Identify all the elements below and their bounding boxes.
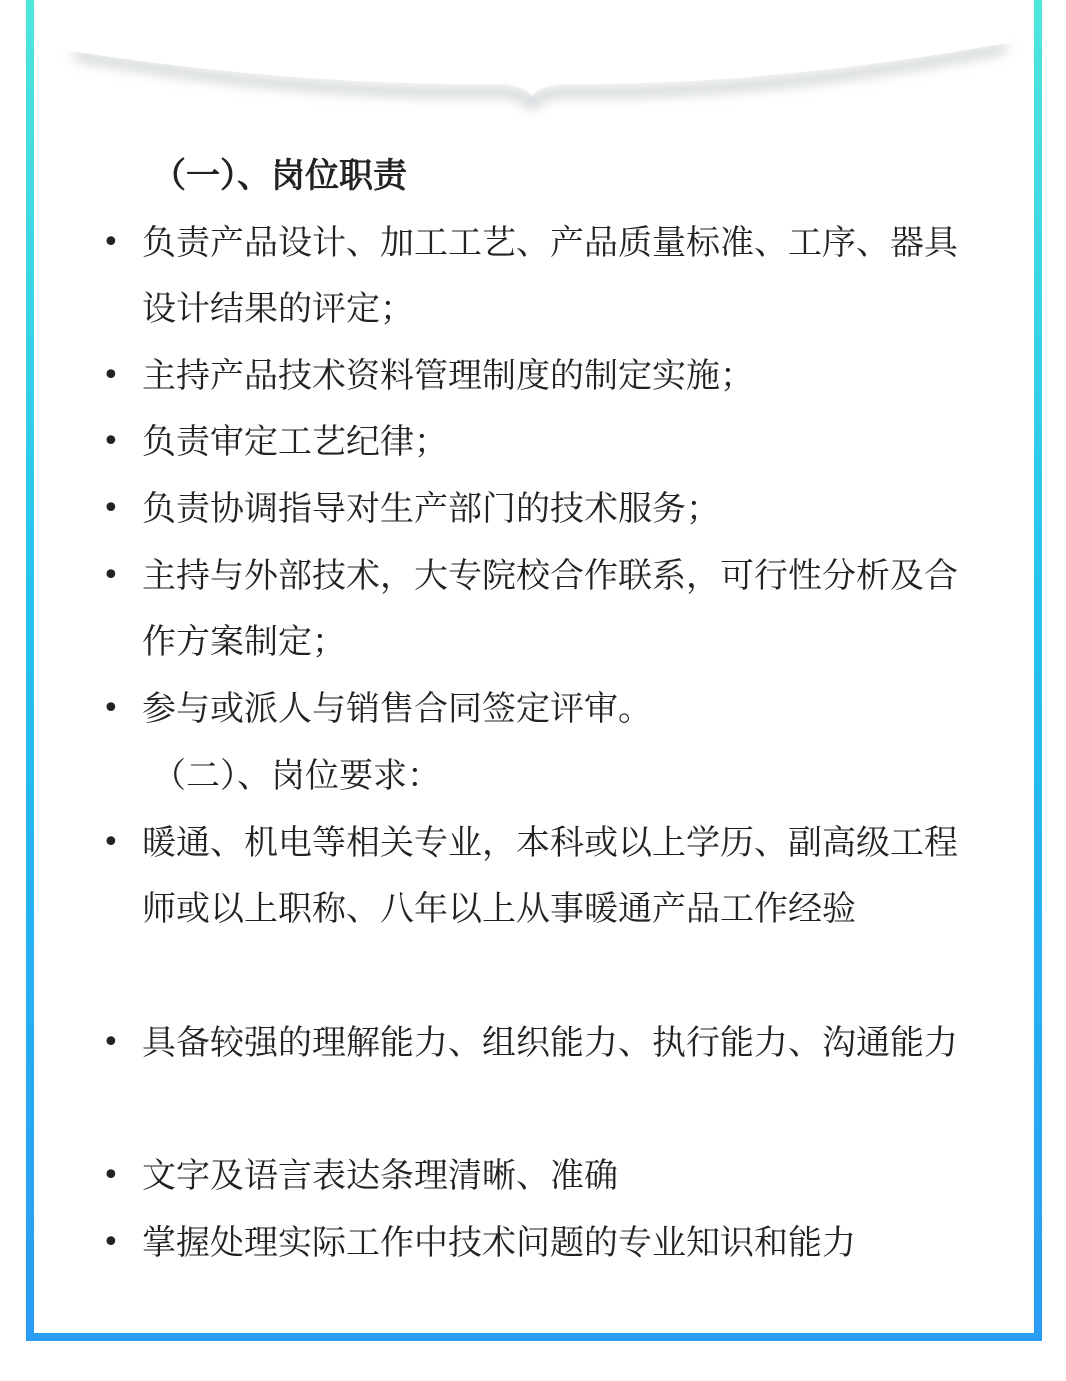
bullet-icon: • [102,558,120,593]
bullet-icon: • [102,825,120,860]
section-title-duties: （一）、岗位职责 [152,156,407,196]
content-panel [34,0,1034,1333]
list-item [102,1010,988,1076]
gradient-frame [26,0,1042,1341]
bullet-icon: • [102,691,120,726]
bullet-icon: • [102,491,120,526]
list-item [102,210,988,342]
section-title-requirements: （二）、岗位要求： [152,756,441,796]
list-item-text: 负责产品设计、加工工艺、产品质量标准、工序、器具设计结果的评定； [142,223,958,329]
bullet-icon: • [102,424,120,459]
list-item-text: 暖通、机电等相关专业，本科或以上学历、副高级工程师或以上职称、八年以上从事暖通产品工作经验 [142,823,958,929]
list-item-text: 主持与外部技术，大专院校合作联系，可行性分析及合作方案制定； [142,556,958,662]
list-item-text: 掌握处理实际工作中技术问题的专业知识和能力 [142,1223,856,1263]
decorative-ribbon [34,0,1034,120]
bullet-icon: • [102,225,120,260]
bullet-icon: • [102,1025,120,1060]
list-item-text: 具备较强的理解能力、组织能力、执行能力、沟通能力 [142,1023,958,1063]
list-item-text: 主持产品技术资料管理制度的制定实施； [142,356,754,396]
bullet-icon: • [102,1225,120,1260]
list-item [102,343,988,409]
bullet-icon: • [102,1158,120,1193]
list-item-text: 负责审定工艺纪律； [142,422,448,462]
list-item [102,543,988,675]
list-item [102,810,988,942]
list-item [102,676,988,742]
list-item-text: 负责协调指导对生产部门的技术服务； [142,489,720,529]
list-item [102,476,988,542]
list-item [102,1210,988,1276]
bullet-icon: • [102,358,120,393]
list-item-text: 文字及语言表达条理清晰、准确 [142,1156,618,1196]
list-item-text: 参与或派人与销售合同签定评审。 [142,689,652,729]
list-item [102,409,988,475]
list-item [102,1143,988,1209]
